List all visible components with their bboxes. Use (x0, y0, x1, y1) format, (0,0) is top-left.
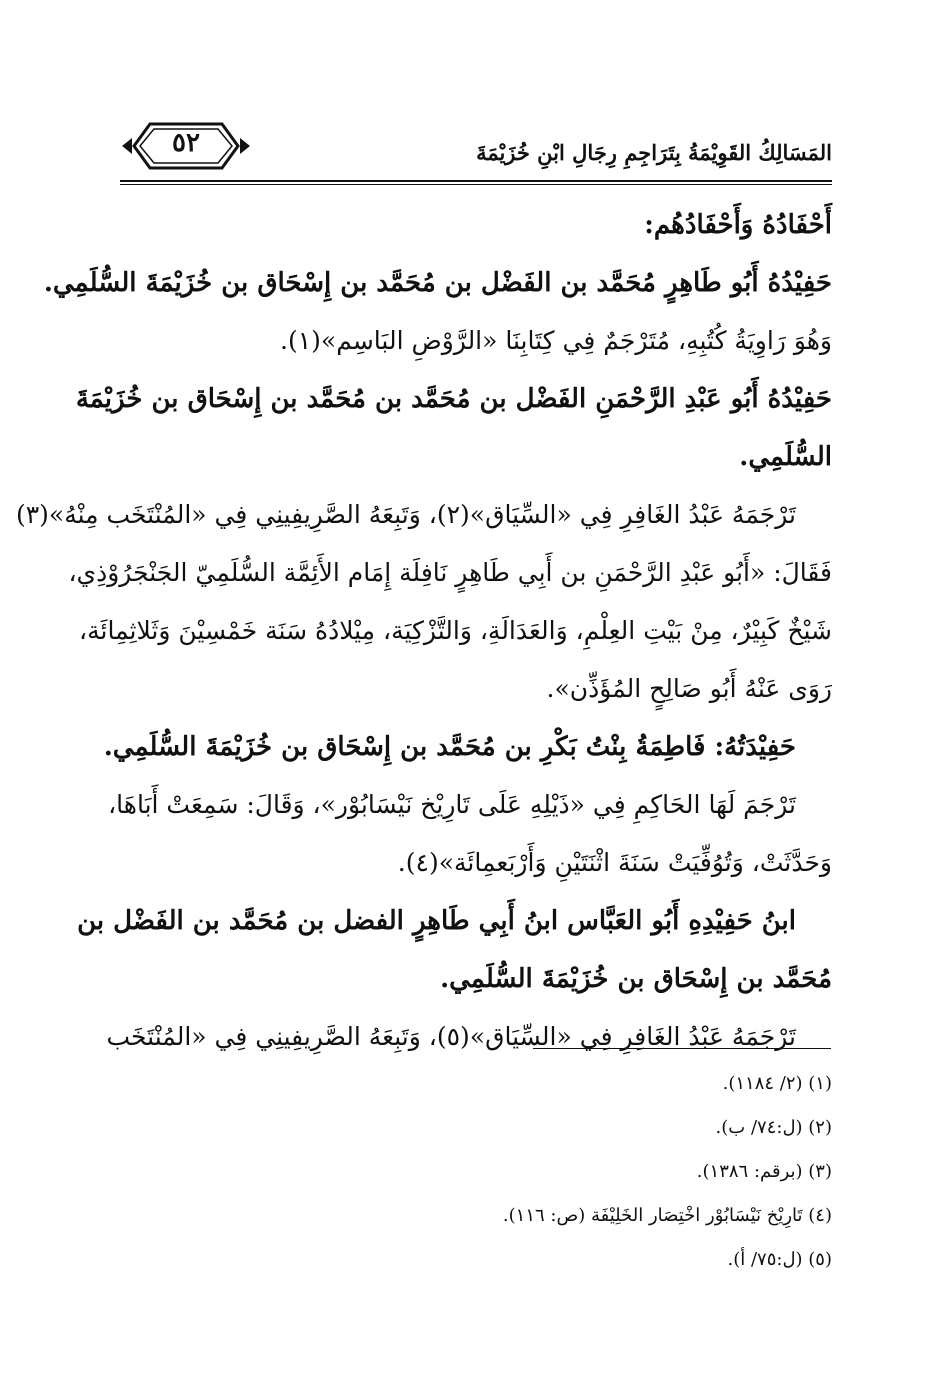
page-header (120, 118, 832, 182)
header-rule (120, 180, 832, 182)
running-title: المَسَالِكُ القَوِيْمَةُ بِتَرَاجِمِ رِجَالِ ابْنِ خُزَيْمَةَ (476, 140, 832, 165)
text-line: تَرْجَمَ لَهَا الحَاكِمِ فِي «ذَيْلِهِ عَلَى تَارِيْخ نَيْسَابُوْر»، وَقَالَ: سَمِعَتْ أَبَاهَا، (108, 790, 796, 819)
text-line: وَهُوَ رَاوِيَةُ كُتُبِهِ، مُتَرْجَمٌ فِي كِتَابِنَا «الرَّوْضِ البَاسِم»(١). (280, 326, 832, 355)
page-number-badge (120, 118, 252, 174)
section-heading: أَحْفَادُهُ وَأَحْفَادُهُم: (644, 210, 832, 240)
main-text (15, 196, 832, 1066)
footnotes (120, 1062, 832, 1282)
text-line: حَفِيْدُهُ أَبُو عَبْدِ الرَّحْمَنِ الفَضْل بن مُحَمَّد بن مُحَمَّد بن إِسْحَاق بن خُزَيْمَةَ (75, 384, 832, 414)
text-line: حَفِيْدَتُهُ: فَاطِمَةُ بِنْتُ بَكْرِ بن مُحَمَّد بن إِسْحَاق بن خُزَيْمَةَ السُّلَمِي. (103, 732, 796, 762)
text-line: فَقَالَ: «أَبُو عَبْدِ الرَّحْمَنِ بن أَبِي طَاهِرٍ نَافِلَة إِمَام الأَئِمَّة السُّلَمِيّ الجَنْجَرُوْذِي، (68, 558, 832, 587)
footnote-4: (٤) تَارِيْخ نَيْسَابُوْر اخْتِصَار الخَلِيْفَة (ص: ١١٦). (502, 1205, 832, 1226)
footnote-1: (١) (٢/ ١١٨٤). (722, 1073, 832, 1094)
text-line: رَوَى عَنْهُ أَبُو صَالِحٍ المُؤَذِّن». (546, 674, 832, 703)
footnote-5: (٥) (ل:٧٥/ أ). (727, 1249, 832, 1270)
text-line: تَرْجَمَهُ عَبْدُ الغَافِرِ فِي «السِّيَاق»(٥)، وَتَبِعَهُ الصَّرِيفِينِي فِي «المُنْتَخَب (106, 1022, 796, 1051)
text-line: وَحَدَّثَتْ، وَتُوُفِّيَتْ سَنَةَ اثْنَتَيْنِ وَأَرْبَعمِائَة»(٤). (397, 848, 832, 877)
footnote-3: (٣) (برقم: ١٣٨٦). (696, 1161, 832, 1182)
text-line: السُّلَمِي. (739, 442, 832, 472)
text-line: ابنُ حَفِيْدِهِ أَبُو العَبَّاس ابنُ أَبِي طَاهِرٍ الفضل بن مُحَمَّد بن الفَضْل بن (77, 906, 796, 936)
page-number: ٥٢ (172, 128, 200, 158)
header-rule-thin (120, 184, 832, 185)
text-line: مُحَمَّد بن إِسْحَاق بن خُزَيْمَةَ السُّلَمِي. (440, 964, 832, 994)
footnote-separator (533, 1048, 831, 1049)
text-line: حَفِيْدُهُ أَبُو طَاهِرٍ مُحَمَّد بن الفَضْل بن مُحَمَّد بن إِسْحَاق بن خُزَيْمَةَ السُّلَمِي. (43, 268, 832, 298)
footnote-2: (٢) (ل:٧٤/ ب). (715, 1117, 832, 1138)
text-line: تَرْجَمَهُ عَبْدُ الغَافِرِ فِي «السِّيَاق»(٢)، وَتَبِعَهُ الصَّرِيفِينِي فِي «المُنْتَخَب مِنْهُ»(٣) (15, 500, 796, 529)
text-line: شَيْخٌ كَبِيْرٌ، مِنْ بَيْتِ العِلْمِ، وَالعَدَالَةِ، وَالتَّزْكِيَة، مِيْلادُهُ سَنَة خَمْسِيْنَ وَثَلاثِمِائَة، (79, 616, 832, 645)
